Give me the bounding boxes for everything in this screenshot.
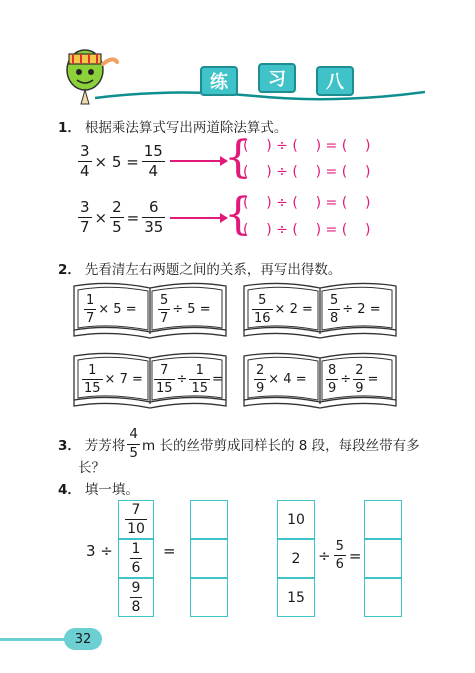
q2-book-2 [240, 280, 400, 340]
title-char-3: 八 [316, 66, 354, 96]
q1-brace-2: { [224, 189, 252, 240]
question-1-text: 根据乘法算式写出两道除法算式。 [84, 120, 288, 136]
q4-right-cell-2: 2 [277, 539, 315, 578]
q1-expression-1 [78, 144, 165, 179]
question-1-heading [58, 116, 287, 136]
q1-brace-1: { [224, 132, 252, 183]
title-char-2: 习 [258, 63, 296, 93]
q1-blank-row-2b[interactable]: ( ) ÷ ( ) = ( ) [243, 222, 371, 238]
question-3-text-after: m 长的丝带剪成同样长的 8 段，每段丝带有多 [142, 438, 420, 454]
question-2-heading [58, 258, 341, 278]
q4-left-prefix: 3 ÷ [86, 542, 113, 560]
q1-e2-frac-a: $\frac{3}{7}$ [80, 198, 90, 236]
question-2-number: 2． [58, 262, 81, 278]
question-2-text: 先看清左右两题之间的关系，再写出得数。 [84, 262, 342, 278]
q1-e2-frac-b: $\frac{2}{5}$ [112, 198, 122, 236]
q4-left-answer-2[interactable] [190, 539, 228, 578]
question-3 [58, 428, 420, 460]
q4-right-answer-1[interactable] [364, 500, 402, 539]
q4-left-answer-3[interactable] [190, 578, 228, 617]
q4-left-equals: = [163, 542, 176, 560]
q1-e2-frac-result: $\frac{6}{35}$ [144, 198, 164, 236]
q1-blank-row-2a[interactable]: ( ) ÷ ( ) = ( ) [243, 195, 371, 211]
q4-left-answer-1[interactable] [190, 500, 228, 539]
q1-expression-2 [78, 200, 165, 235]
q4-right-answer-2[interactable] [364, 539, 402, 578]
q2-b4-left: $\frac{2}{9}$ × 4 = [256, 363, 307, 396]
page-number: 32 [64, 628, 102, 650]
q2-book-4 [240, 350, 400, 410]
question-1-number: 1． [58, 120, 81, 136]
question-3-fraction: $\frac{4}{5}$ [129, 426, 138, 461]
q1-e2-op2: = [126, 208, 140, 227]
q4-right-cell-1: 10 [277, 500, 315, 539]
title-char-1: 练 [200, 66, 238, 96]
header-wave-line [55, 40, 425, 110]
question-3-number: 3． [58, 438, 81, 454]
q4-right-cell-3: 15 [277, 578, 315, 617]
q2-book-1 [70, 280, 230, 340]
q4-left-cell-2: $\frac{1}{6}$ [118, 539, 154, 578]
q4-right-answer-3[interactable] [364, 578, 402, 617]
question-4-text: 填一填。 [84, 482, 139, 498]
header-banner [55, 40, 425, 110]
q4-left-cell-3: $\frac{9}{8}$ [118, 578, 154, 617]
q1-e2-op1: × [94, 208, 108, 227]
q4-right-operator: ÷ $\frac{5}{6}$ = [318, 539, 362, 572]
q1-arrow-1 [170, 160, 222, 162]
q2-b1-left: $\frac{1}{7}$ × 5 = [86, 293, 137, 326]
q1-e1-op: × 5 = [94, 152, 139, 171]
q1-e1-frac-result: $\frac{15}{4}$ [143, 142, 163, 180]
question-3-line2: 长？ [78, 460, 105, 476]
q2-b2-left: $\frac{5}{16}$ × 2 = [254, 293, 313, 326]
q1-blank-row-1b[interactable]: ( ) ÷ ( ) = ( ) [243, 164, 371, 180]
q1-arrow-2 [170, 217, 222, 219]
q2-b1-right: $\frac{5}{7}$ ÷ 5 = [160, 293, 211, 326]
q2-book-3 [70, 350, 230, 410]
q1-blank-row-1a[interactable]: ( ) ÷ ( ) = ( ) [243, 138, 371, 154]
page-number-line [0, 638, 70, 641]
question-4-heading [58, 478, 139, 498]
q2-b3-right: $\frac{7}{15}$ ÷ $\frac{1}{15}$ = [156, 363, 223, 396]
q4-left-cell-1: $\frac{7}{10}$ [118, 500, 154, 539]
q2-b4-right: $\frac{8}{9}$ ÷ $\frac{2}{9}$ = [328, 363, 379, 396]
q1-e1-frac-a: $\frac{3}{4}$ [80, 142, 90, 180]
q2-b2-right: $\frac{5}{8}$ ÷ 2 = [330, 293, 381, 326]
question-4-number: 4． [58, 482, 81, 498]
q2-b3-left: $\frac{1}{15}$ × 7 = [84, 363, 143, 396]
question-3-text-before: 芳芳将 [84, 438, 126, 454]
